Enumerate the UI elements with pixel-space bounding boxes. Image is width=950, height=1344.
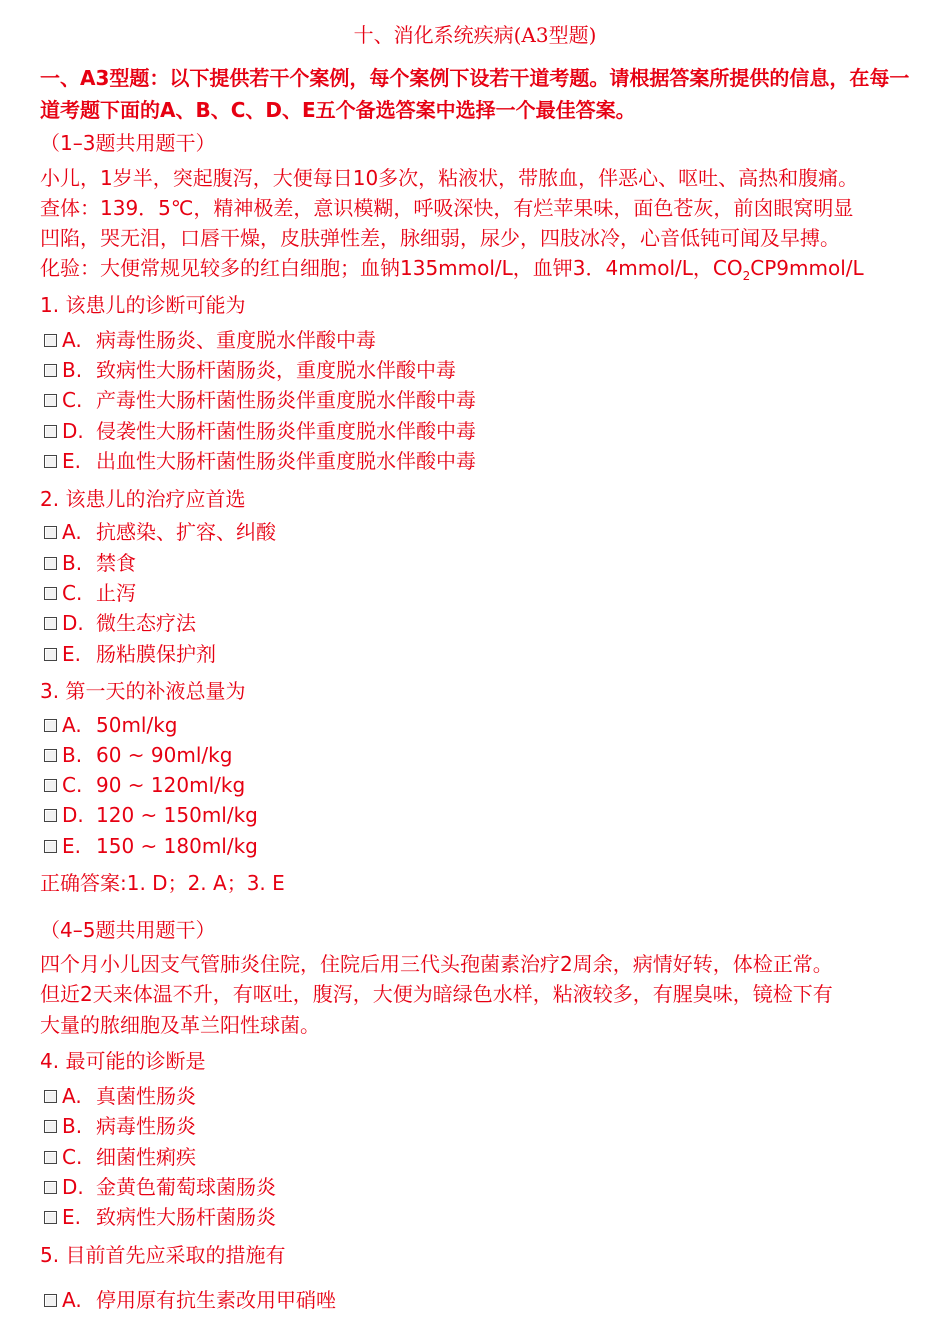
checkbox[interactable]: [44, 719, 57, 732]
option-letter: A.: [62, 328, 82, 352]
page-title: 十、消化系统疾病(A3型题): [353, 23, 597, 47]
option-text: 真菌性肠炎: [96, 1084, 196, 1108]
checkbox[interactable]: [44, 587, 57, 600]
section-instruction: 一、A3型题：以下提供若干个案例，每个案例下设若干道考题。请根据答案所提供的信息，在每一道考题下面的A、B、C、D、E五个备选答案中选择一个最佳答案。: [40, 66, 910, 122]
question-text: 1. 该患儿的诊断可能为: [40, 293, 246, 317]
group-header: （1–3题共用题干）: [40, 131, 216, 155]
option-text: 产毒性大肠杆菌性肠炎伴重度脱水伴酸中毒: [96, 388, 476, 412]
option-text: 50ml/kg: [96, 713, 178, 737]
option-letter: E.: [62, 834, 81, 858]
option-letter: B.: [62, 743, 83, 767]
answer-option[interactable]: [44, 1285, 336, 1315]
lab-text: 化验：大便常规见较多的红白细胞；血钠135mmol/L，血钾3．4mmol/L，CO: [40, 256, 743, 280]
answer-option[interactable]: [44, 710, 178, 740]
option-text: 病毒性肠炎: [96, 1114, 196, 1138]
case-stem-line: 但近2天来体温不升，有呕吐，腹泻，大便为暗绿色水样，粘液较多，有腥臭味，镜检下有: [40, 982, 833, 1006]
checkbox[interactable]: [44, 1120, 57, 1133]
option-letter: D.: [62, 419, 84, 443]
answer-option[interactable]: [44, 1081, 196, 1111]
option-text: 停用原有抗生素改用甲硝唑: [96, 1288, 336, 1312]
checkbox[interactable]: [44, 364, 57, 377]
option-letter: A.: [62, 1084, 82, 1108]
option-text: 止泻: [96, 581, 136, 605]
option-letter: C.: [62, 773, 83, 797]
checkbox[interactable]: [44, 779, 57, 792]
group-header: （4–5题共用题干）: [40, 918, 216, 942]
option-letter: A.: [62, 1288, 82, 1312]
checkbox[interactable]: [44, 425, 57, 438]
answer-option[interactable]: [44, 1172, 276, 1202]
checkbox[interactable]: [44, 394, 57, 407]
checkbox[interactable]: [44, 557, 57, 570]
case-stem-line: [40, 253, 864, 283]
checkbox[interactable]: [44, 617, 57, 630]
case-stem-line: 小儿，1岁半，突起腹泻，大便每日10多次，粘液状，带脓血，伴恶心、呕吐、高热和腹痛。: [40, 166, 859, 190]
option-text: 禁食: [96, 551, 136, 575]
case-stem-line: 四个月小儿因支气管肺炎住院，住院后用三代头孢菌素治疗2周余，病情好转，体检正常。: [40, 952, 833, 976]
option-letter: E.: [62, 642, 81, 666]
case-stem-line: 大量的脓细胞及革兰阳性球菌。: [40, 1013, 320, 1037]
question-text: 2. 该患儿的治疗应首选: [40, 487, 246, 511]
option-text: 细菌性痢疾: [96, 1145, 196, 1169]
case-stem-line: 凹陷，哭无泪，口唇干燥，皮肤弹性差，脉细弱，尿少，四肢冰冷，心音低钝可闻及早搏。: [40, 226, 840, 250]
answer-option[interactable]: [44, 416, 476, 446]
answer-option[interactable]: [44, 325, 376, 355]
option-text: 致病性大肠杆菌肠炎，重度脱水伴酸中毒: [96, 358, 456, 382]
checkbox[interactable]: [44, 1294, 57, 1307]
lab-text: CP9mmol/L: [750, 256, 864, 280]
option-letter: C.: [62, 581, 83, 605]
option-text: 金黄色葡萄球菌肠炎: [96, 1175, 276, 1199]
option-text: 120 ~ 150ml/kg: [96, 803, 258, 827]
option-letter: E.: [62, 1205, 81, 1229]
question-text: 4. 最可能的诊断是: [40, 1049, 206, 1073]
option-letter: A.: [62, 520, 82, 544]
subscript: 2: [742, 269, 751, 283]
case-stem-line: 查体：139．5℃，精神极差，意识模糊，呼吸深快，有烂苹果味，面色苍灰，前囟眼窝明显: [40, 196, 854, 220]
answer-option[interactable]: [44, 639, 216, 669]
checkbox[interactable]: [44, 648, 57, 661]
option-text: 150 ~ 180ml/kg: [96, 834, 258, 858]
answer-option[interactable]: [44, 1142, 196, 1172]
answer-option[interactable]: [44, 770, 245, 800]
checkbox[interactable]: [44, 1151, 57, 1164]
checkbox[interactable]: [44, 1090, 57, 1103]
option-letter: D.: [62, 611, 84, 635]
option-letter: B.: [62, 358, 83, 382]
answer-option[interactable]: [44, 355, 456, 385]
correct-answer: 正确答案:1. D；2. A；3. E: [40, 871, 285, 895]
answer-option[interactable]: [44, 740, 232, 770]
checkbox[interactable]: [44, 1181, 57, 1194]
checkbox[interactable]: [44, 455, 57, 468]
option-letter: C.: [62, 388, 83, 412]
option-text: 微生态疗法: [96, 611, 196, 635]
option-letter: A.: [62, 713, 82, 737]
checkbox[interactable]: [44, 334, 57, 347]
answer-option[interactable]: [44, 385, 476, 415]
option-letter: B.: [62, 1114, 83, 1138]
option-text: 抗感染、扩容、纠酸: [96, 520, 276, 544]
option-text: 侵袭性大肠杆菌性肠炎伴重度脱水伴酸中毒: [96, 419, 476, 443]
checkbox[interactable]: [44, 809, 57, 822]
answer-option[interactable]: [44, 831, 258, 861]
answer-option[interactable]: [44, 517, 276, 547]
question-text: 3. 第一天的补液总量为: [40, 679, 246, 703]
question-text: 5. 目前首先应采取的措施有: [40, 1243, 286, 1267]
checkbox[interactable]: [44, 1211, 57, 1224]
answer-option[interactable]: [44, 578, 136, 608]
option-text: 90 ~ 120ml/kg: [96, 773, 246, 797]
option-text: 60 ~ 90ml/kg: [96, 743, 233, 767]
option-letter: D.: [62, 1175, 84, 1199]
option-letter: C.: [62, 1145, 83, 1169]
option-letter: B.: [62, 551, 83, 575]
option-text: 病毒性肠炎、重度脱水伴酸中毒: [96, 328, 376, 352]
answer-option[interactable]: [44, 800, 258, 830]
option-letter: D.: [62, 803, 84, 827]
answer-option[interactable]: [44, 1111, 196, 1141]
option-text: 致病性大肠杆菌肠炎: [96, 1205, 276, 1229]
answer-option[interactable]: [44, 608, 196, 638]
checkbox[interactable]: [44, 749, 57, 762]
answer-option[interactable]: [44, 446, 476, 476]
checkbox[interactable]: [44, 526, 57, 539]
answer-option[interactable]: [44, 1202, 276, 1232]
answer-option[interactable]: [44, 548, 136, 578]
option-letter: E.: [62, 449, 81, 473]
checkbox[interactable]: [44, 840, 57, 853]
option-text: 出血性大肠杆菌性肠炎伴重度脱水伴酸中毒: [96, 449, 476, 473]
option-text: 肠粘膜保护剂: [96, 642, 216, 666]
